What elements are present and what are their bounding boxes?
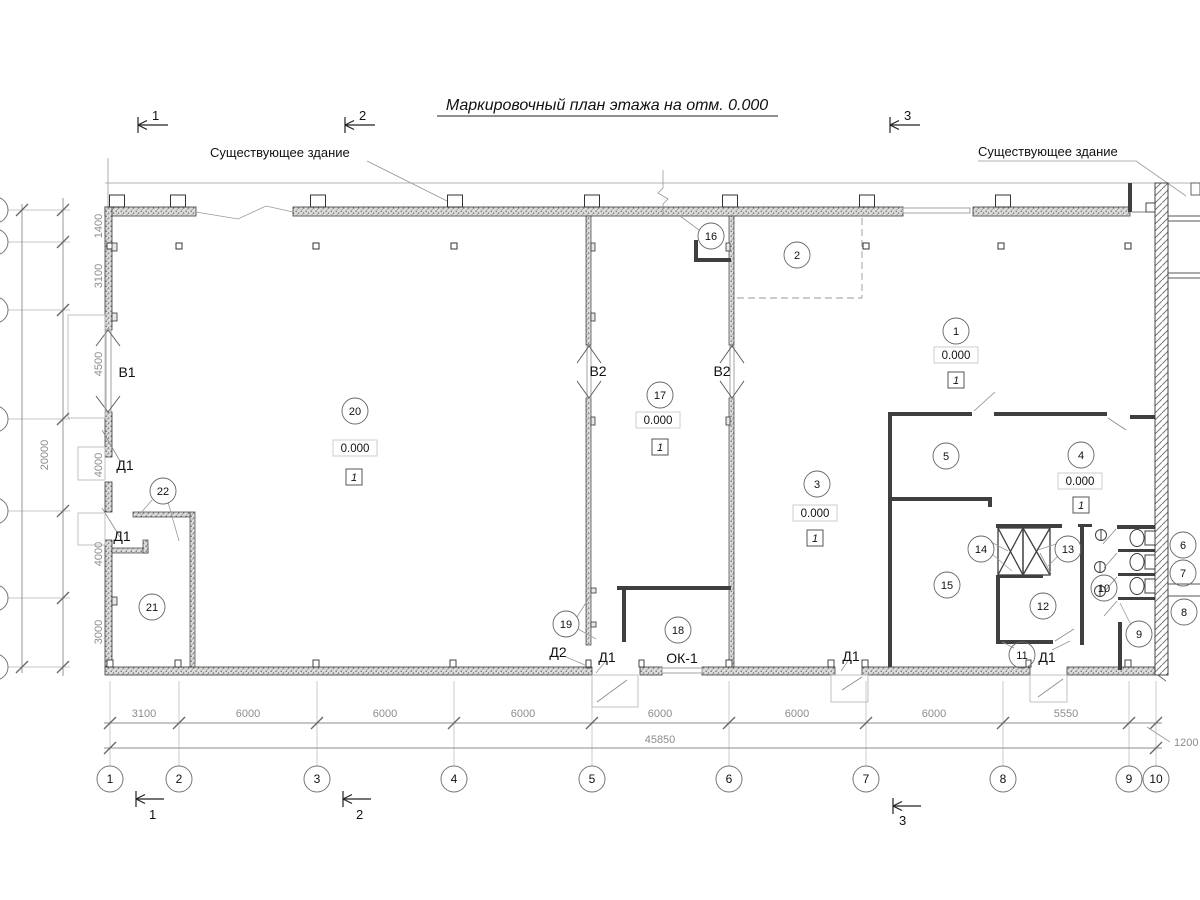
left-dimensions <box>0 197 105 680</box>
axis-number: 1 <box>106 772 114 786</box>
dim-value: 3000 <box>93 619 105 645</box>
dim-value: 3100 <box>93 263 105 289</box>
existing-building-label-left <box>210 145 467 211</box>
axis-number: 6 <box>725 772 733 786</box>
door-label-d1: Д1 <box>598 649 616 665</box>
door-label-d2: Д2 <box>549 644 567 660</box>
floor-type-mark: 1 <box>952 375 960 387</box>
dim-total: 45850 <box>644 734 676 746</box>
elevation-value: 0.000 <box>800 508 830 520</box>
section-marker-2 <box>343 791 371 807</box>
bottom-wall <box>105 667 592 675</box>
axis-number: 4 <box>450 772 458 786</box>
toilet-icon <box>1130 578 1156 595</box>
room-number: 3 <box>813 479 821 491</box>
room-number: 14 <box>974 544 988 556</box>
exterior-platforms <box>68 315 1067 707</box>
elevation-value: 0.000 <box>941 350 971 362</box>
left-wall <box>105 412 112 457</box>
gate-label-v1: В1 <box>118 364 136 380</box>
dim-value: 4500 <box>93 351 105 377</box>
axis-number: 3 <box>313 772 321 786</box>
section-number: 1 <box>149 807 157 822</box>
room-number: 15 <box>940 580 954 592</box>
room-number: 8 <box>1180 607 1188 619</box>
wall-nubs <box>112 243 730 627</box>
room-number: 12 <box>1036 601 1050 613</box>
elevation-mark <box>793 505 837 546</box>
section-number: 3 <box>904 108 912 123</box>
dim-value: 6000 <box>510 708 536 720</box>
bottom-dimensions <box>97 681 1198 792</box>
axis-number: 9 <box>1125 772 1133 786</box>
door-label-d1: Д1 <box>113 528 131 544</box>
elevation-mark <box>934 347 978 388</box>
axis-number: 10 <box>1149 772 1163 786</box>
bottom-wall <box>1067 667 1155 675</box>
break-symbols <box>196 170 1167 681</box>
left-wall <box>105 540 112 667</box>
top-wall <box>105 207 196 216</box>
axis-number: 8 <box>999 772 1007 786</box>
section-number: 1 <box>152 108 160 123</box>
room-number: 6 <box>1179 540 1187 552</box>
toilet-icon <box>1130 530 1156 547</box>
leader-lines <box>140 216 1131 673</box>
window-ok1-opening <box>662 668 702 673</box>
dimension-values <box>132 708 1078 746</box>
door-label-d1: Д1 <box>116 457 134 473</box>
elevation-value: 0.000 <box>340 443 370 455</box>
left-wall <box>105 482 112 512</box>
ventilation-shafts <box>998 528 1050 575</box>
existing-building-text: Существующее здание <box>210 145 350 160</box>
gate-v2-opening <box>730 346 734 398</box>
room-number: 7 <box>1179 568 1187 580</box>
elevation-mark <box>1058 473 1102 513</box>
existing-building-text: Существующее здание <box>978 144 1118 159</box>
dim-value: 4000 <box>93 541 105 567</box>
dim-value: 6000 <box>784 708 810 720</box>
gate-label-v2: В2 <box>589 363 607 379</box>
drain-icon <box>1095 562 1106 573</box>
section-number: 2 <box>356 807 364 822</box>
partition-walls <box>112 216 734 668</box>
room-number: 9 <box>1135 629 1143 641</box>
section-number: 3 <box>899 813 907 828</box>
door-labels <box>113 363 1055 666</box>
room-number: 4 <box>1077 450 1085 462</box>
existing-building-line <box>105 158 1200 207</box>
section-marker-1 <box>136 791 164 807</box>
room-number: 19 <box>559 619 573 631</box>
axis-bubbles-left <box>0 197 8 680</box>
top-wall <box>973 207 1130 216</box>
elevation-value: 0.000 <box>643 415 673 427</box>
room-number: 22 <box>156 486 170 498</box>
pilasters-top <box>110 195 1011 207</box>
room-number: 21 <box>145 602 159 614</box>
axis-number: 2 <box>175 772 183 786</box>
elevation-mark <box>333 440 377 485</box>
dim-value: 3100 <box>131 708 157 720</box>
dim-value: 1400 <box>93 213 105 239</box>
small-room-walls <box>617 240 731 642</box>
dim-value: 4000 <box>93 452 105 478</box>
left-wall <box>105 207 112 330</box>
dim-value: 5550 <box>1053 708 1079 720</box>
axis-bubbles-bottom <box>97 766 1169 792</box>
door-label-d1: Д1 <box>1038 649 1056 665</box>
dim-value: 1200 <box>1174 737 1199 749</box>
section-markers-top <box>138 117 920 133</box>
room-number: 13 <box>1061 544 1075 556</box>
elevation-value: 0.000 <box>1065 476 1095 488</box>
room-number: 16 <box>704 231 718 243</box>
floor-type-mark: 1 <box>811 533 819 545</box>
room-number: 2 <box>793 250 801 262</box>
room-number: 5 <box>942 451 950 463</box>
toilet-icon <box>1130 554 1156 571</box>
elevation-mark <box>636 412 680 455</box>
door-label-d1: Д1 <box>842 648 860 664</box>
dim-total: 20000 <box>39 439 51 471</box>
room-number: 11 <box>1016 650 1028 662</box>
window-opening <box>903 208 970 213</box>
gate-v1-opening <box>106 330 111 412</box>
window-label-ok1: ОК-1 <box>666 650 698 666</box>
section-number: 2 <box>359 108 367 123</box>
dim-value: 6000 <box>372 708 398 720</box>
top-wall <box>293 207 903 216</box>
room-number: 18 <box>671 625 685 637</box>
bottom-wall <box>862 667 1030 675</box>
bottom-wall <box>640 667 662 675</box>
bottom-wall <box>702 667 835 675</box>
floor-type-mark: 1 <box>1077 500 1085 512</box>
axis-numbers <box>107 772 1163 786</box>
room-number: 17 <box>653 390 667 402</box>
drain-icon <box>1096 530 1107 541</box>
wall-openings <box>106 208 970 673</box>
room-number: 20 <box>348 406 362 418</box>
axis-number: 5 <box>588 772 596 786</box>
floor-type-mark: 1 <box>350 472 358 484</box>
dim-value: 6000 <box>921 708 947 720</box>
dim-value: 6000 <box>235 708 261 720</box>
room-number: 1 <box>952 326 960 338</box>
dim-value: 6000 <box>647 708 673 720</box>
section-markers-bottom <box>136 791 921 814</box>
dimension-ticks <box>16 204 69 673</box>
pilasters-bottom <box>107 660 1131 667</box>
column-dots <box>107 243 1131 249</box>
gate-label-v2: В2 <box>713 363 731 379</box>
dimension-values <box>39 214 105 644</box>
room-number: 10 <box>1097 583 1111 595</box>
axis-number: 7 <box>862 772 870 786</box>
section-marker-3 <box>893 798 921 814</box>
existing-building-wall <box>1128 183 1200 675</box>
drawing-title <box>437 97 778 116</box>
floor-type-mark: 1 <box>656 442 664 454</box>
page-title: Маркировочный план этажа на отм. 0.000 <box>445 97 769 114</box>
gate-chevrons <box>96 330 744 412</box>
